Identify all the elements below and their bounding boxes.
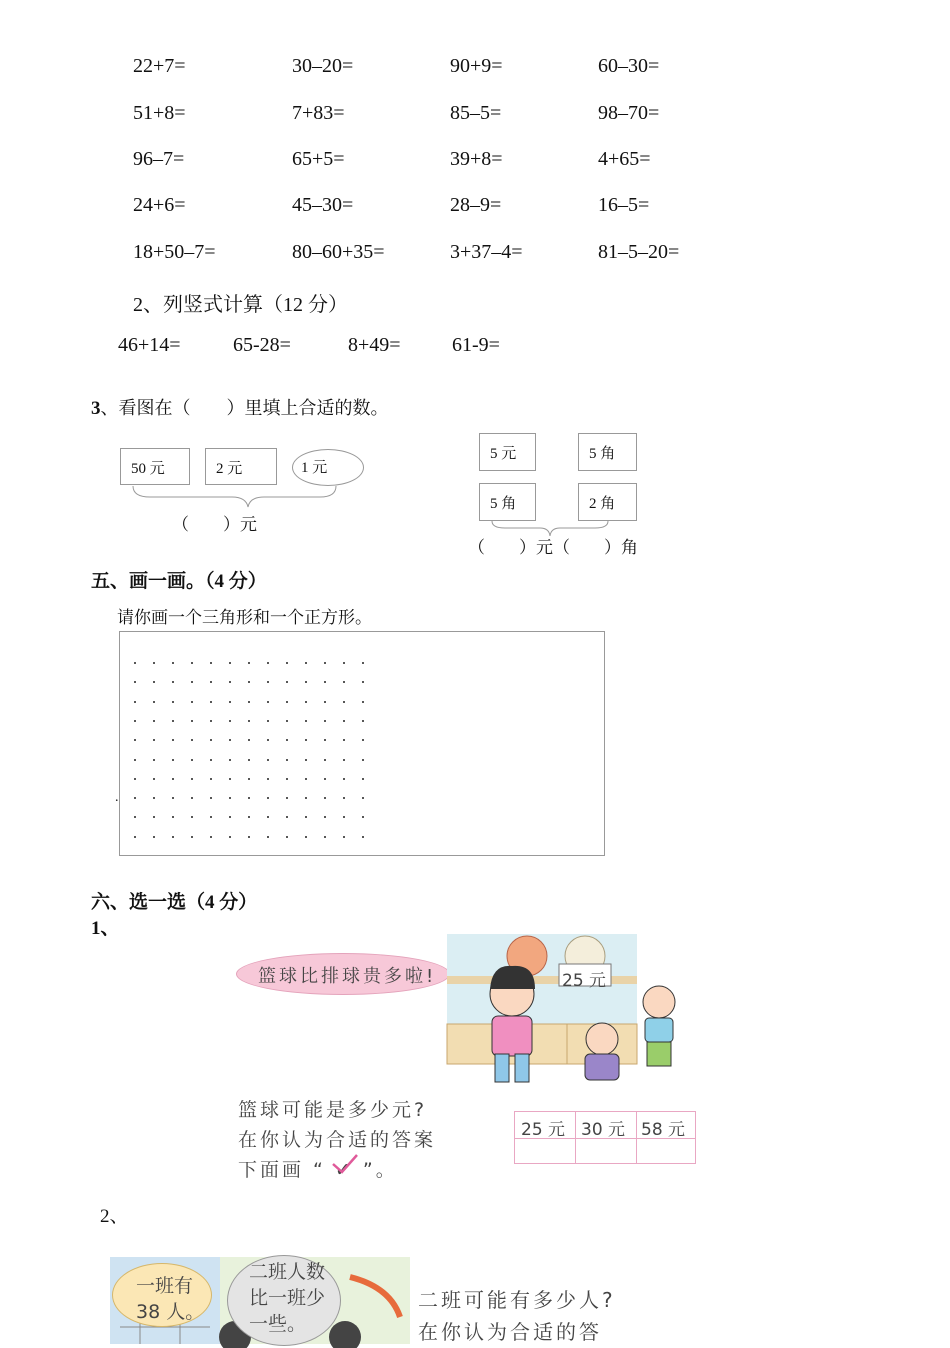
calc-item: 45–30= bbox=[292, 194, 354, 216]
calc-item: 51+8= bbox=[133, 102, 186, 124]
money-box: 5 元 bbox=[479, 433, 536, 471]
money-box: 2 元 bbox=[205, 448, 277, 485]
calc-item: 60–30= bbox=[598, 55, 660, 77]
grid-dot bbox=[191, 759, 193, 761]
calc-item: 4+65= bbox=[598, 148, 651, 170]
grid-dot bbox=[324, 720, 326, 722]
vertical-calc-item: 46+14= bbox=[118, 334, 181, 356]
section5-instruction: 请你画一个三角形和一个正方形。 bbox=[117, 608, 372, 627]
grid-dot bbox=[153, 778, 155, 780]
grid-dot bbox=[153, 739, 155, 741]
left-answer: （ ）元 bbox=[172, 515, 257, 534]
grid-dot bbox=[229, 836, 231, 838]
grid-dot bbox=[343, 662, 345, 664]
calc-item: 24+6= bbox=[133, 194, 186, 216]
grid-dot bbox=[248, 797, 250, 799]
grid-dot bbox=[305, 701, 307, 703]
grid-dot bbox=[229, 816, 231, 818]
grid-dot bbox=[153, 797, 155, 799]
option-answer-cell[interactable] bbox=[637, 1139, 696, 1164]
grid-dot bbox=[248, 720, 250, 722]
grid-dot bbox=[248, 836, 250, 838]
grid-dot bbox=[229, 720, 231, 722]
calc-item: 65+5= bbox=[292, 148, 345, 170]
grid-dot bbox=[343, 759, 345, 761]
calc-item: 85–5= bbox=[450, 102, 502, 124]
right-answer: （ ）元（ ）角 bbox=[468, 538, 638, 557]
grid-dot bbox=[267, 720, 269, 722]
grid-dot bbox=[248, 739, 250, 741]
price-tag: 25 元 bbox=[562, 971, 607, 991]
stray-dot: . bbox=[115, 790, 119, 805]
calc-item: 28–9= bbox=[450, 194, 502, 216]
vertical-calc-item: 65-28= bbox=[233, 334, 291, 356]
grid-dot bbox=[305, 778, 307, 780]
calc-item: 22+7= bbox=[133, 55, 186, 77]
grid-dot bbox=[153, 720, 155, 722]
speech-bubble-text: 篮球比排球贵多啦! bbox=[258, 966, 437, 987]
grid-dot bbox=[343, 797, 345, 799]
q2-number: 2、 bbox=[100, 1206, 129, 1227]
money-box: 50 元 bbox=[120, 448, 190, 485]
grid-dot bbox=[305, 720, 307, 722]
grid-dot bbox=[286, 836, 288, 838]
grid-dot bbox=[267, 681, 269, 683]
grid-dot bbox=[267, 759, 269, 761]
section2-title: 2、列竖式计算（12 分） bbox=[133, 294, 348, 316]
grid-dot bbox=[191, 662, 193, 664]
grid-dot bbox=[153, 701, 155, 703]
grid-dot bbox=[362, 720, 364, 722]
money-box: 2 角 bbox=[578, 483, 637, 521]
grid-dot bbox=[267, 836, 269, 838]
grid-dot bbox=[343, 720, 345, 722]
grid-dot bbox=[324, 836, 326, 838]
money-coin: 1 元 bbox=[292, 449, 364, 486]
grid-dot bbox=[172, 816, 174, 818]
option-label: 25 元 bbox=[521, 1120, 566, 1140]
grid-dot bbox=[210, 701, 212, 703]
grid-dot bbox=[362, 681, 364, 683]
grid-dot bbox=[286, 662, 288, 664]
grid-dot bbox=[210, 778, 212, 780]
grid-dot bbox=[362, 662, 364, 664]
option-answer-cell[interactable] bbox=[515, 1139, 575, 1164]
speech-bubble-left-text: 一班有 38 人。 bbox=[136, 1275, 205, 1323]
q2-question: 二班可能有多少人? 在你认为合适的答 bbox=[418, 1288, 616, 1344]
grid-dot bbox=[134, 836, 136, 838]
grid-dot bbox=[134, 759, 136, 761]
grid-dot bbox=[172, 739, 174, 741]
grid-dot bbox=[191, 720, 193, 722]
grid-dot bbox=[362, 836, 364, 838]
grid-dot bbox=[324, 739, 326, 741]
grid-dot bbox=[286, 816, 288, 818]
grid-dot bbox=[172, 759, 174, 761]
grid-dot bbox=[134, 681, 136, 683]
grid-dot bbox=[210, 759, 212, 761]
grid-dot bbox=[305, 662, 307, 664]
grid-dot bbox=[362, 778, 364, 780]
section3-number: 3 bbox=[91, 398, 101, 419]
grid-dot bbox=[134, 701, 136, 703]
grid-dot bbox=[248, 662, 250, 664]
calc-item: 90+9= bbox=[450, 55, 503, 77]
grid-dot bbox=[153, 759, 155, 761]
grid-dot bbox=[267, 701, 269, 703]
vertical-calc-item: 8+49= bbox=[348, 334, 401, 356]
calc-item: 7+83= bbox=[292, 102, 345, 124]
grid-dot bbox=[210, 836, 212, 838]
calc-item: 80–60+35= bbox=[292, 241, 385, 263]
grid-dot bbox=[324, 701, 326, 703]
option-table bbox=[514, 1111, 696, 1164]
grid-dot bbox=[343, 816, 345, 818]
calc-item: 18+50–7= bbox=[133, 241, 216, 263]
section3-title-text: 、看图在（ ）里填上合适的数。 bbox=[100, 398, 389, 418]
grid-dot bbox=[210, 816, 212, 818]
grid-dot bbox=[248, 778, 250, 780]
grid-dot bbox=[210, 720, 212, 722]
dot-grid[interactable] bbox=[119, 631, 605, 856]
grid-dot bbox=[134, 816, 136, 818]
grid-dot bbox=[267, 739, 269, 741]
grid-dot bbox=[324, 797, 326, 799]
grid-dot bbox=[229, 759, 231, 761]
calc-item: 3+37–4= bbox=[450, 241, 523, 263]
grid-dot bbox=[343, 681, 345, 683]
grid-dot bbox=[172, 778, 174, 780]
grid-dot bbox=[248, 759, 250, 761]
grid-dot bbox=[134, 662, 136, 664]
grid-dot bbox=[172, 662, 174, 664]
grid-dot bbox=[229, 662, 231, 664]
grid-dot bbox=[191, 797, 193, 799]
grid-dot bbox=[191, 701, 193, 703]
grid-dot bbox=[210, 662, 212, 664]
grid-dot bbox=[172, 836, 174, 838]
grid-dot bbox=[172, 797, 174, 799]
grid-dot bbox=[172, 701, 174, 703]
grid-dot bbox=[267, 662, 269, 664]
grid-dot bbox=[362, 816, 364, 818]
grid-dot bbox=[267, 797, 269, 799]
grid-dot bbox=[229, 739, 231, 741]
grid-dot bbox=[134, 778, 136, 780]
grid-dot bbox=[286, 720, 288, 722]
calc-item: 81–5–20= bbox=[598, 241, 680, 263]
calc-item: 96–7= bbox=[133, 148, 185, 170]
grid-dot bbox=[305, 739, 307, 741]
grid-dot bbox=[134, 739, 136, 741]
grid-dot bbox=[305, 836, 307, 838]
grid-dot bbox=[229, 681, 231, 683]
grid-dot bbox=[153, 681, 155, 683]
grid-dot bbox=[324, 816, 326, 818]
grid-dot bbox=[305, 759, 307, 761]
grid-dot bbox=[134, 797, 136, 799]
grid-dot bbox=[343, 739, 345, 741]
grid-dot bbox=[267, 778, 269, 780]
grid-dot bbox=[191, 836, 193, 838]
grid-dot bbox=[286, 759, 288, 761]
grid-dot bbox=[362, 739, 364, 741]
grid-dot bbox=[153, 836, 155, 838]
grid-dot bbox=[324, 681, 326, 683]
grid-dot bbox=[172, 681, 174, 683]
vertical-calc-item: 61-9= bbox=[452, 334, 500, 356]
grid-dot bbox=[210, 681, 212, 683]
calc-item: 16–5= bbox=[598, 194, 650, 216]
money-box: 5 角 bbox=[479, 483, 536, 521]
option-label: 58 元 bbox=[641, 1120, 686, 1140]
grid-dot bbox=[324, 662, 326, 664]
option-answer-cell[interactable] bbox=[576, 1139, 636, 1164]
grid-dot bbox=[191, 778, 193, 780]
grid-dot bbox=[153, 816, 155, 818]
grid-dot bbox=[248, 816, 250, 818]
grid-dot bbox=[286, 797, 288, 799]
section5-title: 五、画一画。（4 分） bbox=[91, 571, 267, 592]
grid-dot bbox=[191, 816, 193, 818]
grid-dot bbox=[286, 739, 288, 741]
calc-item: 98–70= bbox=[598, 102, 660, 124]
grid-dot bbox=[191, 681, 193, 683]
grid-dot bbox=[248, 681, 250, 683]
grid-dot bbox=[172, 720, 174, 722]
checkmark-icon bbox=[330, 1152, 360, 1176]
grid-dot bbox=[343, 836, 345, 838]
grid-dot bbox=[305, 797, 307, 799]
grid-dot bbox=[229, 778, 231, 780]
grid-dot bbox=[286, 701, 288, 703]
grid-dot bbox=[286, 681, 288, 683]
q1-number: 1、 bbox=[91, 918, 120, 939]
grid-dot bbox=[286, 778, 288, 780]
grid-dot bbox=[229, 797, 231, 799]
grid-dot bbox=[153, 662, 155, 664]
calc-item: 39+8= bbox=[450, 148, 503, 170]
section6-title: 六、选一选（4 分） bbox=[91, 892, 258, 913]
grid-dot bbox=[134, 720, 136, 722]
grid-dot bbox=[324, 759, 326, 761]
grid-dot bbox=[362, 701, 364, 703]
speech-bubble-right-text: 二班人数 比一班少 一些。 bbox=[249, 1261, 326, 1335]
shop-illustration bbox=[447, 934, 707, 1094]
grid-dot bbox=[343, 778, 345, 780]
grid-dot bbox=[343, 701, 345, 703]
grid-dot bbox=[362, 759, 364, 761]
grid-dot bbox=[191, 739, 193, 741]
grid-dot bbox=[305, 681, 307, 683]
option-label: 30 元 bbox=[581, 1120, 626, 1140]
grid-dot bbox=[267, 816, 269, 818]
grid-dot bbox=[229, 701, 231, 703]
grid-dot bbox=[324, 778, 326, 780]
grid-dot bbox=[362, 797, 364, 799]
grid-dot bbox=[305, 816, 307, 818]
grid-dot bbox=[210, 739, 212, 741]
calc-item: 30–20= bbox=[292, 55, 354, 77]
money-box: 5 角 bbox=[578, 433, 637, 471]
grid-dot bbox=[248, 701, 250, 703]
q1-question: 篮球可能是多少元? 在你认为合适的答案 下面画 “ ✓ ”。 bbox=[238, 1099, 437, 1181]
grid-dot bbox=[210, 797, 212, 799]
